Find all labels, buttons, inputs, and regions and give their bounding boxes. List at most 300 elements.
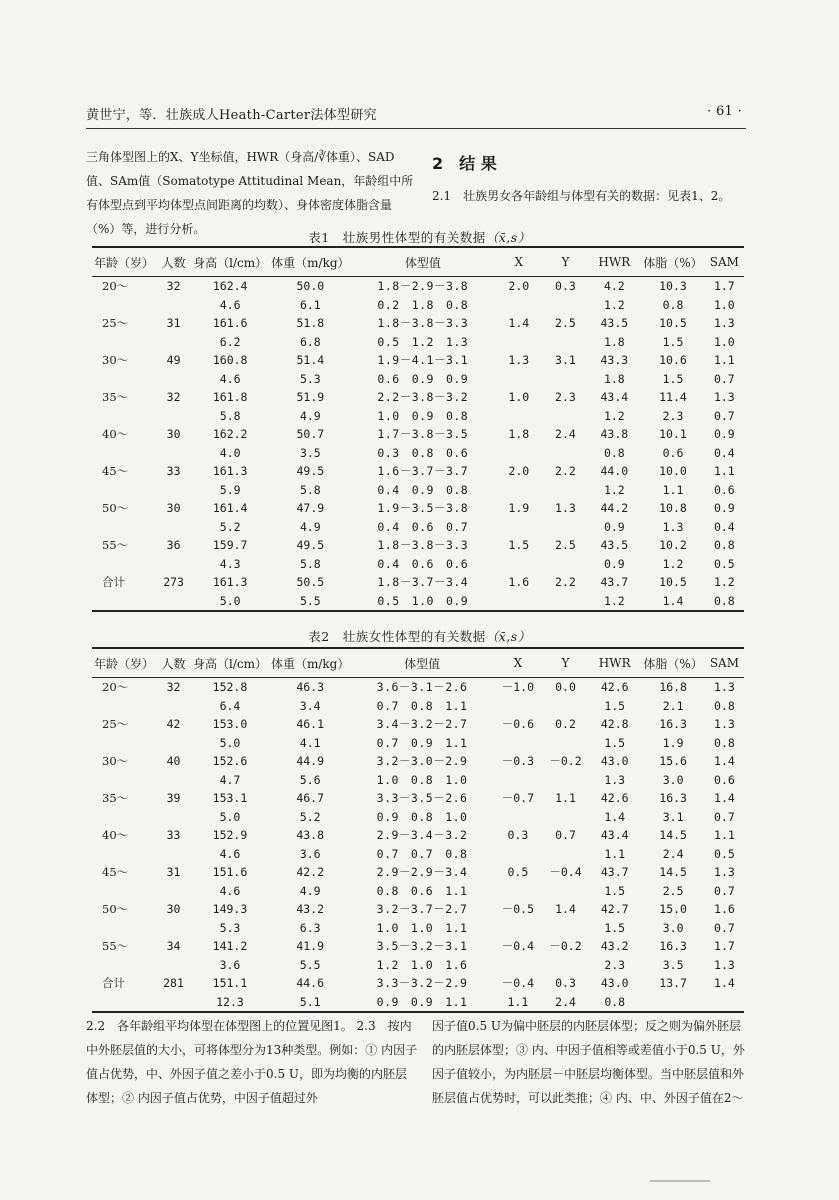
- table-cell-x: －0.4: [501, 976, 535, 991]
- table-cell-st: 0.7 0.7 0.8: [376, 846, 468, 861]
- table-cell-st: 1.0 0.8 1.0: [376, 772, 468, 787]
- table-cell-fat: 16.3: [659, 791, 687, 806]
- table-cell-hwr: 42.8: [600, 717, 629, 732]
- table-row: [92, 734, 744, 753]
- table1-column-header: SAM: [705, 247, 744, 277]
- table-cell-w: 5.6: [299, 772, 321, 787]
- running-title: 黄世宁，等．壮族成人Heath-Carter法体型研究: [86, 108, 377, 123]
- table-cell-h: 159.7: [212, 538, 248, 553]
- table-cell-sam: 1.3: [714, 717, 735, 732]
- table1-caption: [0, 228, 839, 246]
- table-cell-y: [543, 444, 587, 463]
- table-row: [92, 573, 744, 592]
- table-cell-x: 0.5: [507, 865, 529, 880]
- section-number: 2: [432, 154, 444, 173]
- table-cell-st: 1.0 1.0 1.1: [376, 920, 468, 935]
- table-cell-sam: 0.8: [713, 538, 735, 553]
- table-cell-x: －0.3: [501, 754, 535, 769]
- table-cell-n: 31: [166, 316, 181, 331]
- table-cell-age: 20～: [102, 680, 129, 695]
- table-cell-fat: 2.3: [662, 408, 684, 423]
- table-row: [92, 993, 744, 1013]
- table-cell-n: 42: [166, 717, 181, 732]
- table-cell-w: 46.1: [296, 717, 325, 732]
- table-cell-n: [156, 697, 191, 716]
- table-cell-sam: 1.4: [714, 791, 735, 806]
- table-cell-y: 1.4: [555, 902, 576, 917]
- table-cell-sam: 0.4: [713, 445, 735, 460]
- table-cell-h: 12.3: [191, 993, 269, 1013]
- table-cell-sam: 1.3: [714, 957, 735, 972]
- table-cell-sam: 0.7: [714, 920, 735, 935]
- table-cell-x: 1.0: [508, 390, 530, 405]
- table-row: [92, 789, 744, 808]
- table-cell-fat: 10.8: [659, 501, 687, 516]
- table-row: [92, 351, 744, 370]
- table-cell-sam: 0.8: [705, 592, 744, 612]
- table-cell-hwr: 43.4: [600, 828, 629, 843]
- table-cell-y: [543, 734, 588, 753]
- table-cell-fat: 0.8: [662, 297, 684, 312]
- table-cell-hwr: 42.6: [600, 791, 629, 806]
- table-cell-age: 合计: [102, 976, 125, 991]
- table1-column-header: 体重（m/kg）: [269, 247, 351, 277]
- table-cell-w: 3.4: [299, 698, 321, 713]
- table-cell-n: [156, 592, 191, 612]
- table-cell-hwr: 42.6: [600, 680, 629, 695]
- table-cell-y: 2.4: [543, 993, 588, 1013]
- table-cell-sam: 1.4: [714, 976, 735, 991]
- table-cell-h: 5.3: [219, 920, 241, 935]
- table-cell-w: 46.7: [296, 791, 325, 806]
- table-cell-h: 4.6: [219, 297, 241, 312]
- table-cell-h: 161.3: [212, 575, 248, 590]
- table-cell-st: 0.5 1.2 1.3: [377, 334, 469, 349]
- table-cell-age: [92, 808, 156, 827]
- table-cell-x: 1.1: [493, 993, 543, 1013]
- table-cell-w: 41.9: [296, 939, 325, 954]
- table-row: [92, 937, 744, 956]
- table-cell-st: 0.5 1.0 0.9: [352, 592, 495, 612]
- table-cell-st: 0.7 0.9 1.1: [376, 735, 468, 750]
- table-cell-fat: 2.4: [662, 846, 684, 861]
- table-cell-fat: 10.3: [659, 279, 687, 294]
- table-cell-w: 4.9: [299, 519, 321, 534]
- table-cell-n: 32: [166, 279, 181, 294]
- table-cell-fat: 10.5: [659, 316, 687, 331]
- table-cell-n: [156, 444, 191, 463]
- table-row: [92, 956, 744, 975]
- table-cell-age: [92, 518, 156, 537]
- table-cell-y: [543, 370, 587, 389]
- table-cell-n: [156, 993, 191, 1013]
- table-cell-n: [156, 956, 191, 975]
- table-cell-x: [493, 882, 543, 901]
- table-cell-fat: 1.1: [662, 482, 684, 497]
- table-cell-st: 3.6－3.1－2.6: [376, 680, 468, 695]
- table2-female-somatotype: [92, 647, 744, 1013]
- table-cell-hwr: 1.5: [604, 920, 626, 935]
- table-cell-y: 2.3: [555, 390, 576, 405]
- table-cell-y: [543, 592, 587, 612]
- table-cell-w: 6.3: [299, 920, 321, 935]
- table-cell-age: 55～: [102, 939, 129, 954]
- table-cell-fat: 10.2: [659, 538, 687, 553]
- table-cell-h: 141.2: [212, 939, 248, 954]
- table-cell-age: [92, 845, 156, 864]
- table-cell-fat: 2.1: [662, 698, 684, 713]
- table-cell-y: －0.4: [549, 865, 582, 880]
- table-cell-n: 40: [166, 754, 181, 769]
- table-row: [92, 388, 744, 407]
- table2-column-header: SAM: [705, 648, 744, 678]
- table-cell-fat: 1.2: [662, 556, 684, 571]
- table-cell-hwr: 43.7: [600, 865, 629, 880]
- table-cell-h: 161.8: [212, 390, 248, 405]
- table-cell-fat: 11.4: [659, 390, 687, 405]
- table-cell-w: 44.6: [296, 976, 325, 991]
- table-cell-sam: 1.7: [713, 279, 735, 294]
- table-cell-st: 1.9－3.5－3.8: [377, 501, 469, 516]
- table-cell-n: [156, 771, 191, 790]
- table-cell-w: 50.0: [296, 279, 325, 294]
- table-cell-hwr: 43.7: [600, 575, 629, 590]
- table-cell-age: 40～: [102, 828, 129, 843]
- table-cell-sam: 1.3: [713, 390, 735, 405]
- table-cell-st: 0.9 0.8 1.0: [376, 809, 468, 824]
- table-cell-hwr: 1.4: [604, 809, 626, 824]
- table-cell-st: 1.8－3.7－3.4: [377, 575, 469, 590]
- table-row: [92, 462, 744, 481]
- table-cell-fat: 3.0: [662, 772, 684, 787]
- table-row: [92, 518, 744, 537]
- table-cell-sam: 0.5: [713, 556, 735, 571]
- body-paragraph-left: 2.2 各年龄组平均体型在体型图上的位置见图1。 2.3 按内中外胚层值的大小，可将体型分为13种类型。例如：① 内因子值占优势，中、外因子值之差小于0.5 U，即为均衡的内胚层体型；② 内因子值占优势，中因子值超过外: [86, 1019, 418, 1105]
- table-cell-hwr: 1.2: [603, 482, 625, 497]
- table-cell-h: 153.1: [212, 791, 248, 806]
- table-cell-st: 0.4 0.6 0.7: [377, 519, 469, 534]
- table-cell-n: [156, 845, 191, 864]
- table-cell-n: 34: [166, 939, 181, 954]
- table-row: [92, 752, 744, 771]
- table-cell-n: 30: [166, 902, 181, 917]
- table-cell-y: [543, 481, 587, 500]
- table1-header-row: [92, 247, 744, 277]
- table-cell-st: 3.2－3.0－2.9: [376, 754, 468, 769]
- table-cell-sam: 1.1: [713, 464, 735, 479]
- table-row: [92, 863, 744, 882]
- table-cell-h: 5.8: [219, 408, 241, 423]
- table2-caption-stat: （x̄,s）: [485, 629, 531, 644]
- table-cell-age: [92, 296, 156, 315]
- table1-male-somatotype: [92, 246, 744, 612]
- table-cell-hwr: 1.5: [604, 698, 626, 713]
- table-cell-x: [493, 956, 543, 975]
- table-cell-y: [543, 333, 587, 352]
- table-cell-st: 1.6－3.7－3.7: [377, 464, 469, 479]
- table-cell-hwr: 2.3: [604, 957, 626, 972]
- table-row: [92, 499, 744, 518]
- table-cell-y: [543, 808, 588, 827]
- table-cell-y: [543, 518, 587, 537]
- table-cell-fat: 16.3: [659, 939, 687, 954]
- table-cell-n: [156, 296, 191, 315]
- table2-column-header: 年龄（岁）: [92, 648, 156, 678]
- table-cell-x: 0.3: [507, 828, 529, 843]
- table-row: [92, 555, 744, 574]
- table-cell-h: 4.6: [219, 883, 241, 898]
- table-cell-h: 4.7: [219, 772, 241, 787]
- table-cell-hwr: 44.2: [600, 501, 629, 516]
- table1-column-header: 体型值: [352, 247, 495, 277]
- table-cell-age: 合计: [102, 575, 125, 590]
- table1-caption-stat: （x̄,s）: [485, 230, 531, 245]
- table-cell-w: 47.9: [296, 501, 325, 516]
- table2-column-header: HWR: [588, 648, 641, 678]
- table-cell-sam: 0.8: [714, 698, 735, 713]
- table-cell-fat: 0.6: [662, 445, 684, 460]
- table-cell-y: 2.5: [555, 538, 576, 553]
- table-cell-sam: 1.6: [714, 902, 735, 917]
- table-cell-x: [494, 518, 543, 537]
- table-cell-n: 30: [166, 501, 181, 516]
- table-cell-age: [92, 919, 156, 938]
- table-cell-h: 161.4: [212, 501, 248, 516]
- table-row: [92, 808, 744, 827]
- table-cell-st: 1.8－2.9－3.8: [377, 279, 469, 294]
- table-cell-hwr: 44.0: [600, 464, 629, 479]
- table-cell-n: 33: [166, 828, 181, 843]
- table-cell-w: 4.1: [299, 735, 321, 750]
- table-cell-w: 5.8: [299, 556, 321, 571]
- table-cell-x: [493, 919, 543, 938]
- table-cell-sam: 1.3: [714, 865, 735, 880]
- table-cell-hwr: 1.8: [603, 371, 625, 386]
- table-cell-st: 1.2 1.0 1.6: [376, 957, 468, 972]
- table2-column-header: 体型值: [351, 648, 492, 678]
- table-cell-y: 1.1: [555, 791, 576, 806]
- table2-column-header: 身高（l/cm）: [191, 648, 269, 678]
- table-cell-age: 25～: [102, 717, 129, 732]
- table-cell-y: [543, 555, 587, 574]
- table-cell-n: [156, 370, 191, 389]
- table-cell-hwr: 43.0: [600, 976, 629, 991]
- table-cell-fat: 15.0: [659, 902, 687, 917]
- table-cell-n: [156, 481, 191, 500]
- table-cell-hwr: 43.2: [600, 939, 629, 954]
- table-cell-y: [543, 296, 587, 315]
- table-cell-age: 45～: [102, 464, 129, 479]
- table-cell-sam: 1.1: [713, 353, 735, 368]
- table-cell-sam: 1.3: [713, 316, 735, 331]
- table-cell-y: 2.2: [555, 464, 576, 479]
- table-cell-x: 1.5: [508, 538, 530, 553]
- table-cell-st: 0.6 0.9 0.9: [377, 371, 469, 386]
- table-cell-h: 152.8: [212, 680, 248, 695]
- table-cell-h: 5.9: [219, 482, 241, 497]
- table-cell-n: 36: [166, 538, 181, 553]
- table-cell-w: 6.1: [299, 297, 321, 312]
- table-cell-x: [494, 555, 543, 574]
- table-cell-age: 45～: [102, 865, 129, 880]
- table-cell-x: －1.0: [501, 680, 535, 695]
- section-title: 结 果: [459, 154, 497, 173]
- header-rule: [86, 128, 746, 129]
- table-cell-sam: 0.9: [713, 501, 735, 516]
- table-cell-hwr: 0.8: [603, 445, 625, 460]
- table-cell-fat: 3.5: [662, 957, 684, 972]
- table-row: [92, 697, 744, 716]
- table-cell-sam: 1.7: [714, 939, 735, 954]
- table-row: [92, 481, 744, 500]
- table-cell-fat: 14.5: [659, 828, 687, 843]
- table-cell-age: [92, 555, 156, 574]
- table-row: [92, 296, 744, 315]
- table-cell-w: 5.5: [299, 957, 321, 972]
- table-cell-sam: 0.9: [713, 427, 735, 442]
- table-cell-age: [92, 956, 156, 975]
- table-cell-hwr: 43.4: [600, 390, 629, 405]
- table-cell-fat: 1.4: [641, 592, 704, 612]
- table-cell-age: [92, 444, 156, 463]
- table-cell-fat: 15.6: [659, 754, 687, 769]
- table-cell-x: [493, 734, 543, 753]
- table-cell-hwr: 1.5: [604, 735, 626, 750]
- table-cell-age: 40～: [102, 427, 129, 442]
- table-cell-w: 51.8: [296, 316, 325, 331]
- table-cell-n: [156, 734, 191, 753]
- table-cell-h: 5.2: [219, 519, 241, 534]
- table-cell-x: [493, 697, 543, 716]
- table1-column-header: HWR: [587, 247, 641, 277]
- table-cell-hwr: 43.5: [600, 316, 629, 331]
- table-cell-h: 161.6: [212, 316, 248, 331]
- table-cell-age: 30～: [102, 353, 129, 368]
- table-row: [92, 370, 744, 389]
- table-cell-n: [156, 919, 191, 938]
- table-cell-hwr: 43.5: [600, 538, 629, 553]
- table-cell-x: [494, 444, 543, 463]
- table-cell-n: 39: [166, 791, 181, 806]
- table-cell-fat: [641, 993, 704, 1013]
- table-cell-y: [543, 697, 588, 716]
- table-cell-n: [156, 333, 191, 352]
- table-cell-age: 25～: [102, 316, 129, 331]
- table-cell-w: 49.5: [296, 538, 325, 553]
- table-row: [92, 826, 744, 845]
- table-cell-x: [493, 771, 543, 790]
- table-cell-fat: 3.1: [662, 809, 684, 824]
- table-cell-hwr: 1.8: [603, 334, 625, 349]
- table1-column-header: X: [494, 247, 543, 277]
- table-cell-sam: 1.2: [713, 575, 735, 590]
- table-cell-st: 0.3 0.8 0.6: [377, 445, 469, 460]
- table-cell-h: 152.9: [212, 828, 248, 843]
- table-cell-n: 31: [166, 865, 181, 880]
- table-cell-st: 2.9－2.9－3.4: [376, 865, 468, 880]
- table-cell-st: 1.8－3.8－3.3: [377, 538, 469, 553]
- table-cell-n: 30: [166, 427, 181, 442]
- table-cell-sam: 1.3: [714, 680, 735, 695]
- table-cell-h: 3.6: [219, 957, 241, 972]
- table-row: [92, 974, 744, 993]
- table-cell-age: [92, 697, 156, 716]
- table-cell-x: [493, 845, 543, 864]
- table-cell-sam: 0.6: [713, 482, 735, 497]
- table-cell-w: 51.4: [296, 353, 325, 368]
- table-row: [92, 771, 744, 790]
- table-cell-w: 42.2: [296, 865, 325, 880]
- table1-column-header: 身高（l/cm）: [191, 247, 269, 277]
- table-cell-age: [92, 771, 156, 790]
- table2-column-header: 体重（m/kg）: [269, 648, 351, 678]
- table-cell-st: 0.7 0.8 1.1: [376, 698, 468, 713]
- table-cell-h: 162.4: [212, 279, 248, 294]
- table-cell-hwr: 0.8: [588, 993, 641, 1013]
- table-cell-hwr: 0.9: [603, 556, 625, 571]
- table-row: [92, 314, 744, 333]
- table-cell-fat: 10.0: [659, 464, 687, 479]
- scan-artifact: [650, 1180, 710, 1182]
- table-cell-h: 149.3: [212, 902, 248, 917]
- table-cell-w: 49.5: [296, 464, 325, 479]
- table-cell-h: 160.8: [212, 353, 248, 368]
- table-cell-h: 162.2: [212, 427, 248, 442]
- table-cell-hwr: 1.5: [604, 883, 626, 898]
- table-cell-sam: 0.8: [714, 735, 735, 750]
- table-cell-h: 151.6: [212, 865, 248, 880]
- table-cell-h: 152.6: [212, 754, 248, 769]
- table-cell-h: 5.0: [219, 735, 241, 750]
- table-row: [92, 277, 744, 296]
- table-cell-hwr: 1.1: [604, 846, 626, 861]
- table-cell-n: 49: [166, 353, 181, 368]
- table-cell-x: －0.4: [501, 939, 535, 954]
- table-cell-hwr: 42.7: [600, 902, 629, 917]
- table-cell-y: 3.1: [555, 353, 576, 368]
- table1-column-header: 人数: [156, 247, 191, 277]
- table-cell-st: 1.0 0.9 0.8: [377, 408, 469, 423]
- table-row: [92, 919, 744, 938]
- table-cell-x: [494, 296, 543, 315]
- table-cell-y: [543, 919, 588, 938]
- table-row: [92, 536, 744, 555]
- table-cell-hwr: 1.2: [603, 297, 625, 312]
- table-cell-y: 0.3: [555, 279, 576, 294]
- table-row: [92, 425, 744, 444]
- table-cell-st: 3.3－3.2－2.9: [376, 976, 468, 991]
- table-cell-fat: 1.5: [662, 334, 684, 349]
- table-cell-w: 3.6: [299, 846, 321, 861]
- table-cell-fat: 3.0: [662, 920, 684, 935]
- table-cell-st: 1.7－3.8－3.5: [377, 427, 469, 442]
- table-cell-age: [92, 882, 156, 901]
- table-cell-sam: 0.5: [714, 846, 735, 861]
- table-cell-st: 0.4 0.9 0.8: [377, 482, 469, 497]
- table-cell-y: 2.2: [555, 575, 576, 590]
- table-cell-x: －0.7: [501, 791, 535, 806]
- table-cell-x: －0.5: [501, 902, 535, 917]
- table2-caption-text: 表2 壮族女性体型的有关数据: [308, 629, 486, 644]
- table-cell-age: [92, 407, 156, 426]
- table-cell-w: 50.5: [296, 575, 325, 590]
- table-cell-sam: 0.4: [713, 519, 735, 534]
- section-heading: [432, 151, 497, 174]
- table-cell-sam: 0.7: [714, 809, 735, 824]
- table-row: [92, 592, 744, 612]
- table-cell-x: 2.0: [508, 279, 530, 294]
- table-cell-h: 4.6: [219, 846, 241, 861]
